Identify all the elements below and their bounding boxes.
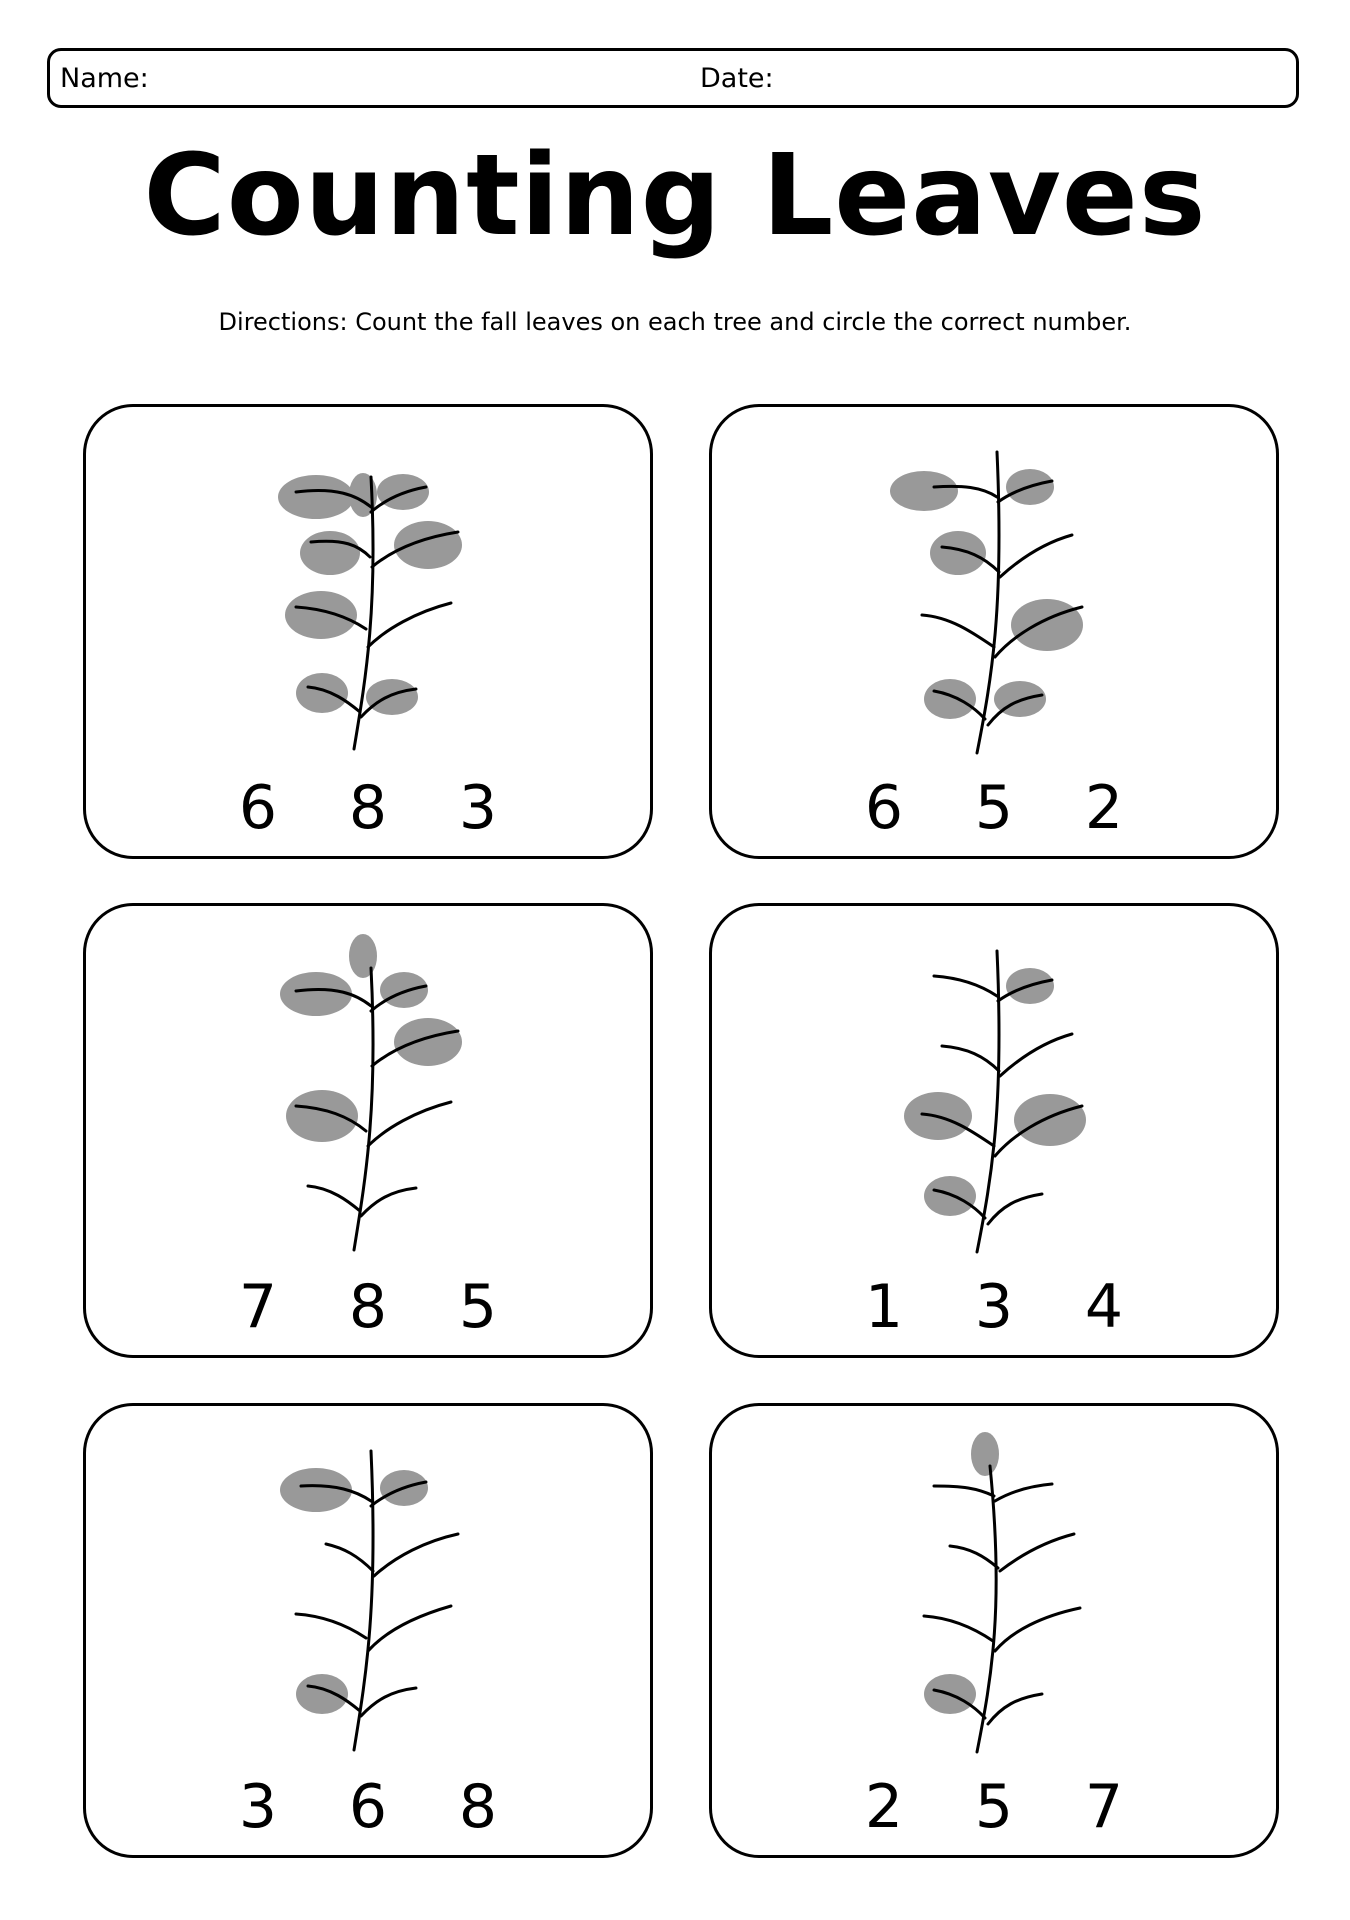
choice-number[interactable]: 8 xyxy=(458,1772,498,1842)
leaf-icon xyxy=(280,972,352,1016)
leaf-icon xyxy=(924,679,976,719)
choice-number[interactable]: 6 xyxy=(238,773,278,843)
leaf-icon xyxy=(366,679,418,715)
leaf-icon xyxy=(971,1432,999,1476)
name-date-box xyxy=(47,48,1299,108)
name-label: Name: xyxy=(60,63,149,94)
answer-choices xyxy=(712,1772,1276,1842)
answer-choices xyxy=(86,773,650,843)
counting-card-2 xyxy=(709,404,1279,859)
choice-number[interactable]: 6 xyxy=(348,1772,388,1842)
leaf-icon xyxy=(924,1176,976,1216)
leaf-icon xyxy=(296,1674,348,1714)
choice-number[interactable]: 1 xyxy=(864,1272,904,1342)
choice-number[interactable]: 2 xyxy=(864,1772,904,1842)
choice-number[interactable]: 5 xyxy=(974,773,1014,843)
answer-choices xyxy=(86,1772,650,1842)
leaves xyxy=(890,469,1083,719)
leaves xyxy=(278,473,462,715)
choice-number[interactable]: 3 xyxy=(974,1272,1014,1342)
counting-card-1 xyxy=(83,404,653,859)
choice-number[interactable]: 5 xyxy=(974,1772,1014,1842)
answer-choices xyxy=(86,1272,650,1342)
choice-number[interactable]: 3 xyxy=(238,1772,278,1842)
leaf-icon xyxy=(285,591,357,639)
choice-number[interactable]: 3 xyxy=(458,773,498,843)
choice-number[interactable]: 7 xyxy=(238,1272,278,1342)
answer-choices xyxy=(712,773,1276,843)
choice-number[interactable]: 4 xyxy=(1084,1272,1124,1342)
leaf-icon xyxy=(930,531,986,575)
leaf-icon xyxy=(349,934,377,978)
leaf-icon xyxy=(296,673,348,713)
choice-number[interactable]: 5 xyxy=(458,1272,498,1342)
counting-card-4 xyxy=(709,903,1279,1358)
leaf-icon xyxy=(1011,599,1083,651)
leaves xyxy=(924,1432,999,1714)
counting-card-5 xyxy=(83,1403,653,1858)
leaves xyxy=(904,968,1086,1216)
counting-card-6 xyxy=(709,1403,1279,1858)
leaf-icon xyxy=(300,531,360,575)
choice-number[interactable]: 8 xyxy=(348,1272,388,1342)
choice-number[interactable]: 2 xyxy=(1084,773,1124,843)
counting-card-3 xyxy=(83,903,653,1358)
leaf-icon xyxy=(380,972,428,1008)
leaf-icon xyxy=(278,475,354,519)
choice-number[interactable]: 6 xyxy=(864,773,904,843)
date-label: Date: xyxy=(700,63,774,94)
leaf-icon xyxy=(286,1090,358,1142)
choice-number[interactable]: 7 xyxy=(1084,1772,1124,1842)
answer-choices xyxy=(712,1272,1276,1342)
leaf-icon xyxy=(1014,1094,1086,1146)
leaf-icon xyxy=(394,521,462,569)
choice-number[interactable]: 8 xyxy=(348,773,388,843)
leaf-icon xyxy=(890,471,958,511)
directions-text: Directions: Count the fall leaves on each tree and circle the correct number. xyxy=(218,308,1132,336)
page-title: Counting Leaves xyxy=(143,131,1207,261)
leaf-icon xyxy=(394,1018,462,1066)
leaves xyxy=(280,1468,428,1714)
